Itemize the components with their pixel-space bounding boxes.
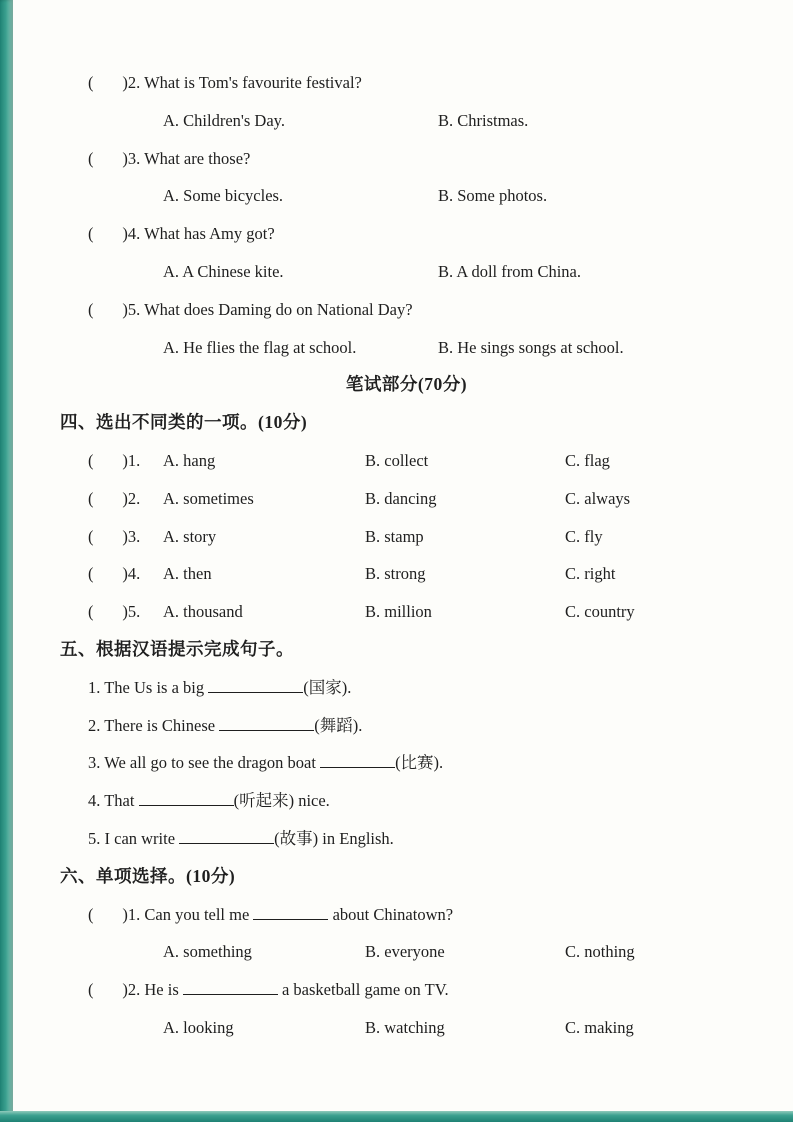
choice-c: C. always: [565, 488, 631, 508]
option-a: A. He flies the flag at school.: [163, 337, 357, 357]
row-prefix: ( )1.: [88, 450, 141, 470]
section-title-text: 四、选出不同类的一项。(10分): [60, 412, 308, 433]
listening-question: [60, 64, 753, 102]
choice-b: B. million: [365, 602, 432, 622]
sentence-post: in English.: [318, 828, 394, 848]
chinese-hint: (国家).: [303, 677, 352, 697]
fill-blank-item: [60, 782, 753, 820]
choice-b: B. collect: [365, 450, 429, 470]
listening-question: [60, 291, 753, 329]
row-prefix: ( )5.: [88, 602, 141, 622]
sentence-pre: 1. The Us is a big: [88, 677, 209, 697]
choice-a: A. something: [163, 942, 252, 962]
sentence: [88, 971, 449, 1009]
question-pre: ( )2. He is: [88, 980, 183, 1000]
choice-c: C. making: [565, 1017, 634, 1037]
classify-row: [60, 480, 753, 518]
choice-c: C. flag: [565, 450, 610, 470]
row-prefix: ( )3.: [88, 526, 141, 546]
choice-b: B. everyone: [365, 942, 445, 962]
choice-question: [60, 971, 753, 1009]
answer-blank: [253, 903, 328, 920]
answer-blank: [208, 676, 303, 693]
written-header-text: 笔试部分(70分): [345, 374, 468, 395]
choice-a: A. then: [163, 564, 212, 584]
listening-options: [60, 329, 753, 367]
question-post: a basketball game on TV.: [277, 980, 449, 1000]
sentence: [88, 782, 330, 820]
section-five-title: [60, 631, 753, 669]
answer-blank: [219, 714, 314, 731]
option-b: B. He sings songs at school.: [438, 337, 624, 357]
question-text: ( )2. What is Tom's favourite festival?: [88, 73, 362, 92]
option-b: B. A doll from China.: [438, 261, 582, 281]
section-title-text: 六、单项选择。(10分): [60, 865, 236, 886]
sentence-pre: 2. There is Chinese: [88, 715, 220, 735]
choice-c: C. nothing: [565, 942, 635, 962]
answer-blank: [179, 827, 274, 844]
sentence: [88, 707, 362, 745]
sentence-pre: 3. We all go to see the dragon boat: [88, 753, 321, 773]
fill-blank-item: [60, 669, 753, 707]
option-b: B. Some photos.: [438, 186, 548, 206]
listening-options: [60, 253, 753, 291]
question-text: ( )3. What are those?: [88, 148, 251, 168]
option-a: A. Children's Day.: [163, 110, 285, 130]
answer-blank: [139, 790, 234, 807]
fill-blank-item: [60, 744, 753, 782]
page-left-edge: [0, 0, 13, 1122]
choice-options: [60, 933, 753, 971]
choice-question: [60, 896, 753, 934]
choice-c: C. fly: [565, 526, 603, 546]
classify-row: [60, 442, 753, 480]
page-bottom-edge: [0, 1111, 793, 1122]
listening-question: [60, 140, 753, 178]
chinese-hint: (舞蹈).: [314, 715, 363, 735]
choice-a: A. story: [163, 526, 217, 546]
answer-blank: [320, 752, 395, 769]
option-b: B. Christmas.: [438, 110, 529, 130]
fill-blank-item: [60, 820, 753, 858]
choice-a: A. looking: [163, 1017, 234, 1037]
listening-question: [60, 215, 753, 253]
choice-b: B. dancing: [365, 488, 437, 508]
sentence: [88, 669, 351, 707]
row-prefix: ( )2.: [88, 488, 141, 508]
choice-a: A. sometimes: [163, 488, 254, 508]
section-six-title: [60, 858, 753, 896]
option-a: A. Some bicycles.: [163, 186, 284, 206]
exam-content: [60, 0, 753, 1047]
choice-c: C. right: [565, 564, 616, 584]
classify-row: [60, 518, 753, 556]
chinese-hint: (故事): [274, 828, 319, 848]
classify-row: [60, 555, 753, 593]
choice-a: A. hang: [163, 450, 216, 470]
fill-blank-item: [60, 707, 753, 745]
answer-blank: [183, 979, 278, 996]
sentence: [88, 744, 443, 782]
question-pre: ( )1. Can you tell me: [88, 904, 254, 924]
classify-row: [60, 593, 753, 631]
sentence-post: nice.: [294, 791, 330, 811]
section-title-text: 五、根据汉语提示完成句子。: [60, 638, 294, 659]
question-post: about Chinatown?: [328, 904, 454, 924]
question-text: ( )5. What does Daming do on National Day?: [88, 299, 413, 319]
chinese-hint: (听起来): [233, 791, 295, 811]
sentence-pre: 4. That: [88, 791, 139, 811]
choice-b: B. strong: [365, 564, 426, 584]
listening-options: [60, 177, 753, 215]
choice-b: B. watching: [365, 1017, 445, 1037]
question-text: ( )4. What has Amy got?: [88, 224, 275, 244]
choice-options: [60, 1009, 753, 1047]
option-a: A. A Chinese kite.: [163, 261, 284, 281]
sentence: [88, 896, 453, 934]
section-four-title: [60, 404, 753, 442]
choice-a: A. thousand: [163, 602, 243, 622]
chinese-hint: (比赛).: [395, 753, 444, 773]
listening-options: [60, 102, 753, 140]
choice-c: C. country: [565, 602, 635, 622]
written-section-header: [60, 366, 753, 404]
sentence-pre: 5. I can write: [88, 828, 180, 848]
choice-b: B. stamp: [365, 526, 424, 546]
sentence: [88, 820, 394, 858]
row-prefix: ( )4.: [88, 564, 141, 584]
